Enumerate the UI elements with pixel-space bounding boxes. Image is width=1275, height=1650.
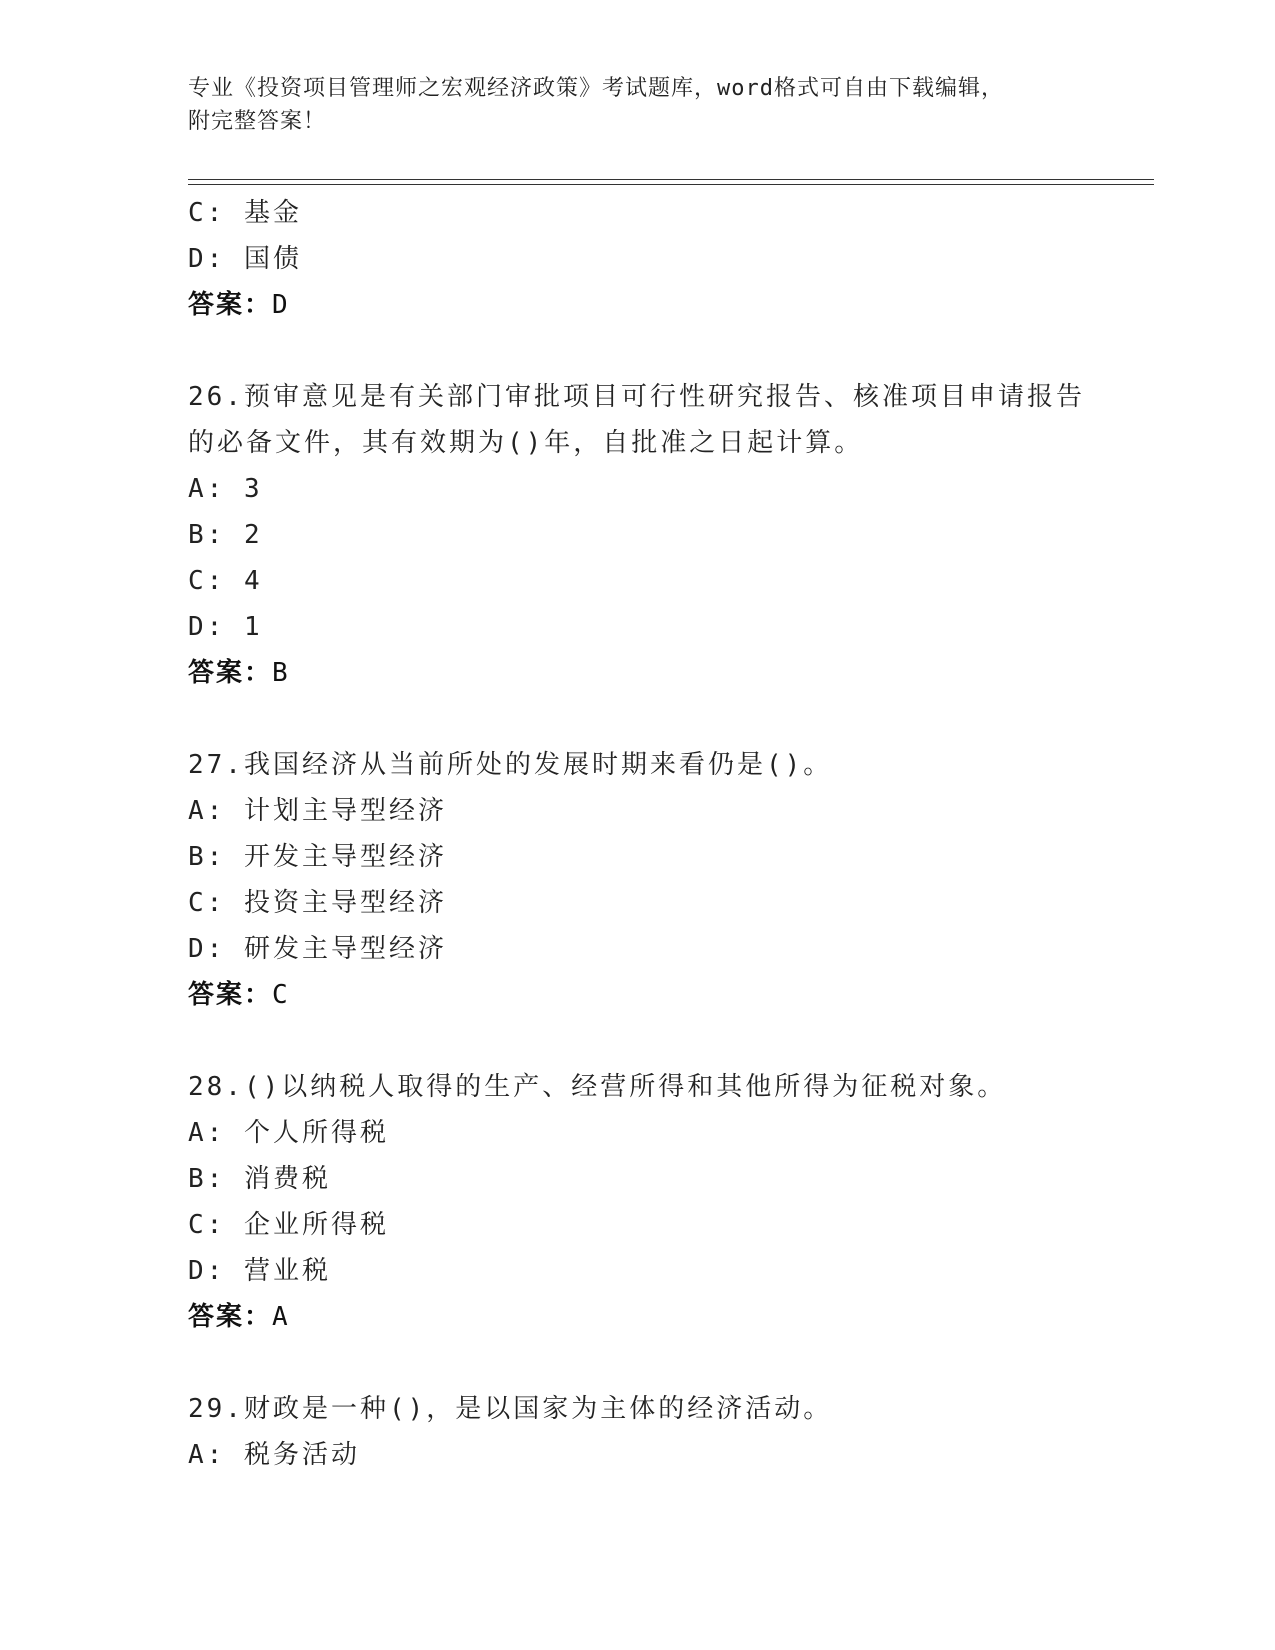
option-c bbox=[188, 880, 1128, 926]
option-d bbox=[188, 1248, 1128, 1294]
option-text: 开发主导型经济 bbox=[243, 842, 447, 872]
option-letter: D: bbox=[188, 934, 226, 964]
option-a bbox=[188, 1432, 1128, 1478]
option-text: 研发主导型经济 bbox=[243, 934, 447, 964]
answer-line bbox=[188, 282, 1128, 328]
option-c bbox=[188, 190, 1128, 236]
option-text: 税务活动 bbox=[243, 1440, 360, 1470]
option-text: 4 bbox=[243, 566, 263, 596]
option-a bbox=[188, 466, 1128, 512]
option-text: 计划主导型经济 bbox=[243, 796, 447, 826]
header-line-2: 附完整答案！ bbox=[188, 109, 327, 134]
option-text: 国债 bbox=[243, 244, 302, 274]
option-letter: A: bbox=[188, 796, 226, 826]
option-d bbox=[188, 604, 1128, 650]
option-text: 3 bbox=[243, 474, 263, 504]
option-letter: D: bbox=[188, 1256, 226, 1286]
header-divider-bottom bbox=[188, 184, 1154, 185]
answer-line bbox=[188, 650, 1128, 696]
answer-label: 答案： bbox=[188, 290, 273, 320]
question-stem-line: 27.我国经济从当前所处的发展时期来看仍是()。 bbox=[188, 750, 833, 780]
document-header bbox=[188, 72, 1088, 138]
option-text: 1 bbox=[243, 612, 263, 642]
option-letter: C: bbox=[188, 888, 226, 918]
option-letter: B: bbox=[188, 842, 226, 872]
option-b bbox=[188, 1156, 1128, 1202]
option-text: 投资主导型经济 bbox=[243, 888, 447, 918]
question-list bbox=[188, 190, 1128, 1478]
answer-label: 答案： bbox=[188, 980, 273, 1010]
option-a bbox=[188, 788, 1128, 834]
option-c bbox=[188, 558, 1128, 604]
option-b bbox=[188, 834, 1128, 880]
question-stem-line: 26.预审意见是有关部门审批项目可行性研究报告、核准项目申请报告 bbox=[188, 382, 1085, 412]
option-letter: C: bbox=[188, 566, 226, 596]
answer-value: A bbox=[272, 1302, 290, 1332]
answer-line bbox=[188, 972, 1128, 1018]
option-text: 基金 bbox=[243, 198, 302, 228]
option-a bbox=[188, 1110, 1128, 1156]
option-letter: C: bbox=[188, 1210, 226, 1240]
option-d bbox=[188, 236, 1128, 282]
question-29 bbox=[188, 1386, 1128, 1478]
option-letter: A: bbox=[188, 1118, 226, 1148]
option-letter: B: bbox=[188, 520, 226, 550]
answer-value: D bbox=[272, 290, 290, 320]
option-text: 消费税 bbox=[243, 1164, 331, 1194]
answer-value: B bbox=[272, 658, 290, 688]
question-stem-line: 的必备文件，其有效期为()年，自批准之日起计算。 bbox=[188, 428, 864, 458]
question-27 bbox=[188, 742, 1128, 1018]
question-stem-line: 29.财政是一种()，是以国家为主体的经济活动。 bbox=[188, 1394, 833, 1424]
answer-label: 答案： bbox=[188, 1302, 273, 1332]
option-letter: D: bbox=[188, 244, 226, 274]
option-text: 营业税 bbox=[243, 1256, 331, 1286]
question-stem-line: 28.()以纳税人取得的生产、经营所得和其他所得为征税对象。 bbox=[188, 1072, 1007, 1102]
option-letter: C: bbox=[188, 198, 226, 228]
header-line-1: 专业《投资项目管理师之宏观经济政策》考试题库，word格式可自由下载编辑， bbox=[188, 76, 1004, 101]
option-d bbox=[188, 926, 1128, 972]
option-text: 2 bbox=[243, 520, 263, 550]
option-b bbox=[188, 512, 1128, 558]
question-28 bbox=[188, 1064, 1128, 1340]
option-letter: B: bbox=[188, 1164, 226, 1194]
option-letter: D: bbox=[188, 612, 226, 642]
answer-label: 答案： bbox=[188, 658, 273, 688]
header-divider-top bbox=[188, 179, 1154, 180]
option-letter: A: bbox=[188, 1440, 226, 1470]
option-text: 个人所得税 bbox=[243, 1118, 389, 1148]
option-c bbox=[188, 1202, 1128, 1248]
answer-line bbox=[188, 1294, 1128, 1340]
option-text: 企业所得税 bbox=[243, 1210, 389, 1240]
answer-value: C bbox=[272, 980, 290, 1010]
option-letter: A: bbox=[188, 474, 226, 504]
question-26 bbox=[188, 374, 1128, 696]
